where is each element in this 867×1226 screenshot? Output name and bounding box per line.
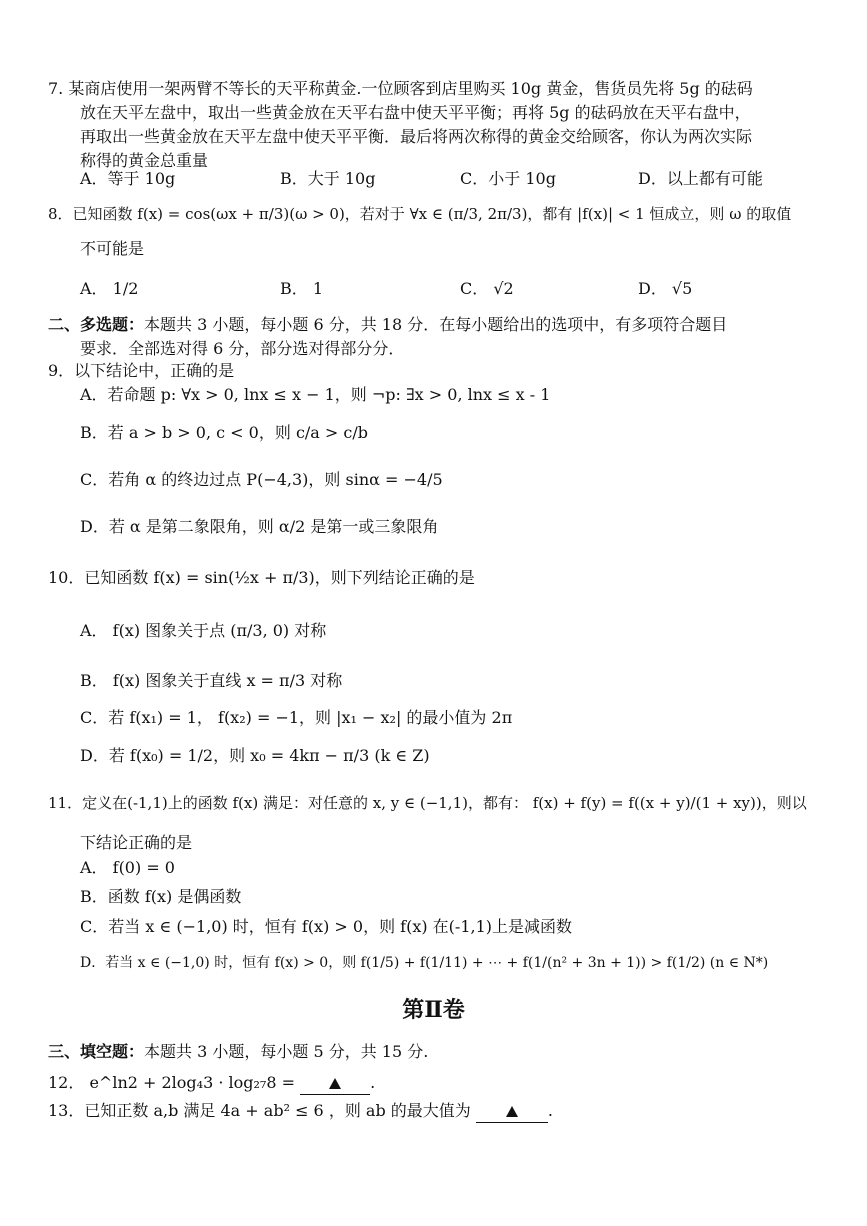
q9-option-a: A．若命题 p: ∀x > 0, lnx ≤ x − 1，则 ¬p: ∃x > 0, lnx ≤ x - 1: [80, 385, 551, 404]
q13-line: [48, 1100, 553, 1122]
q11-line1: 11．定义在(-1,1)上的函数 f(x) 满足：对任意的 x, y ∈ (−1,1)，都有： f(x) + f(y) = f((x + y)/(1 + xy))，则以: [48, 794, 807, 812]
q12-expression: 12． e^ln2 + 2log₄3 · log₂₇8 =: [48, 1073, 296, 1092]
q13-expression: 13．已知正数 a,b 满足 4a + ab² ≤ 6 ，则 ab 的最大值为: [48, 1101, 471, 1120]
q13-end: .: [547, 1101, 553, 1120]
triangle-marker-icon: [506, 1106, 518, 1117]
q12-end: .: [370, 1073, 376, 1092]
q7-option-a: A．等于 10g: [80, 169, 176, 188]
triangle-marker-icon: [329, 1078, 341, 1089]
q7-line1: 7. 某商店使用一架两臂不等长的天平称黄金.一位顾客到店里购买 10g 黄金，售货员先将 5g 的砝码: [48, 79, 753, 98]
q9-option-d: D．若 α 是第二象限角，则 α/2 是第一或三象限角: [80, 517, 439, 536]
q10-stem: 10．已知函数 f(x) = sin(½x + π/3)，则下列结论正确的是: [48, 568, 475, 587]
q8-line2: 不可能是: [80, 239, 145, 258]
q7-option-d: D．以上都有可能: [638, 169, 763, 188]
q8-option-d: D． √5: [638, 279, 693, 298]
q10-option-a: A． f(x) 图象关于点 (π/3, 0) 对称: [80, 621, 327, 640]
q7-option-c: C．小于 10g: [460, 169, 556, 188]
section2-text1: 本题共 3 小题，每小题 6 分，共 18 分．在每小题给出的选项中，有多项符合题目: [144, 315, 728, 334]
section3-line: [48, 1041, 428, 1063]
q9-option-b: B．若 a > b > 0, c < 0，则 c/a > c/b: [80, 423, 369, 442]
q11-option-d: D．若当 x ∈ (−1,0) 时，恒有 f(x) > 0，则 f(1/5) + f(1/11) + ⋯ + f(1/(n² + 3n + 1)) > f(1/2) (n ∈ N*): [80, 955, 769, 971]
q11-option-a: A． f(0) = 0: [80, 858, 175, 877]
q10-option-c: C．若 f(x₁) = 1， f(x₂) = −1，则 |x₁ − x₂| 的最小值为 2π: [80, 708, 513, 727]
q9-stem: 9．以下结论中，正确的是: [48, 361, 235, 380]
section2-text2: 要求．全部选对得 6 分，部分选对得部分分．: [80, 339, 405, 358]
q12-answer-blank: [300, 1072, 370, 1095]
q11-option-b: B．函数 f(x) 是偶函数: [80, 887, 242, 906]
q8-option-c: C． √2: [460, 279, 514, 298]
section2-line1: [48, 314, 727, 336]
q13-answer-blank: [476, 1100, 548, 1123]
q8-line1: 8．已知函数 f(x) = cos(ωx + π/3)(ω > 0)，若对于 ∀x ∈ (π/3, 2π/3)，都有 |f(x)| < 1 恒成立，则 ω 的取值: [48, 205, 792, 223]
q10-option-b: B． f(x) 图象关于直线 x = π/3 对称: [80, 671, 343, 690]
volume-2-title: 第Ⅱ卷: [402, 997, 465, 1023]
section3-text: 本题共 3 小题，每小题 5 分，共 15 分.: [144, 1042, 429, 1061]
section2-heading: 二、多选题：: [48, 315, 145, 334]
q8-option-b: B． 1: [280, 279, 324, 298]
q7-line3: 再取出一些黄金放在天平左盘中使天平平衡．最后将两次称得的黄金交给顾客，你认为两次实际: [80, 127, 753, 146]
q11-line2: 下结论正确的是: [80, 833, 193, 852]
q9-option-c: C．若角 α 的终边过点 P(−4,3)，则 sinα = −4/5: [80, 470, 443, 489]
q7-line4: 称得的黄金总重量: [80, 151, 209, 170]
q7-line2: 放在天平左盘中，取出一些黄金放在天平右盘中使天平平衡；再将 5g 的砝码放在天平右盘中，: [80, 103, 751, 122]
q7-option-b: B．大于 10g: [280, 169, 376, 188]
q8-option-a: A． 1/2: [80, 279, 139, 298]
q12-line: [48, 1072, 375, 1094]
section3-heading: 三、填空题：: [48, 1042, 145, 1061]
q11-option-c: C．若当 x ∈ (−1,0) 时，恒有 f(x) > 0，则 f(x) 在(-1,1)上是减函数: [80, 917, 573, 936]
q10-option-d: D．若 f(x₀) = 1/2，则 x₀ = 4kπ − π/3 (k ∈ Z): [80, 746, 430, 765]
